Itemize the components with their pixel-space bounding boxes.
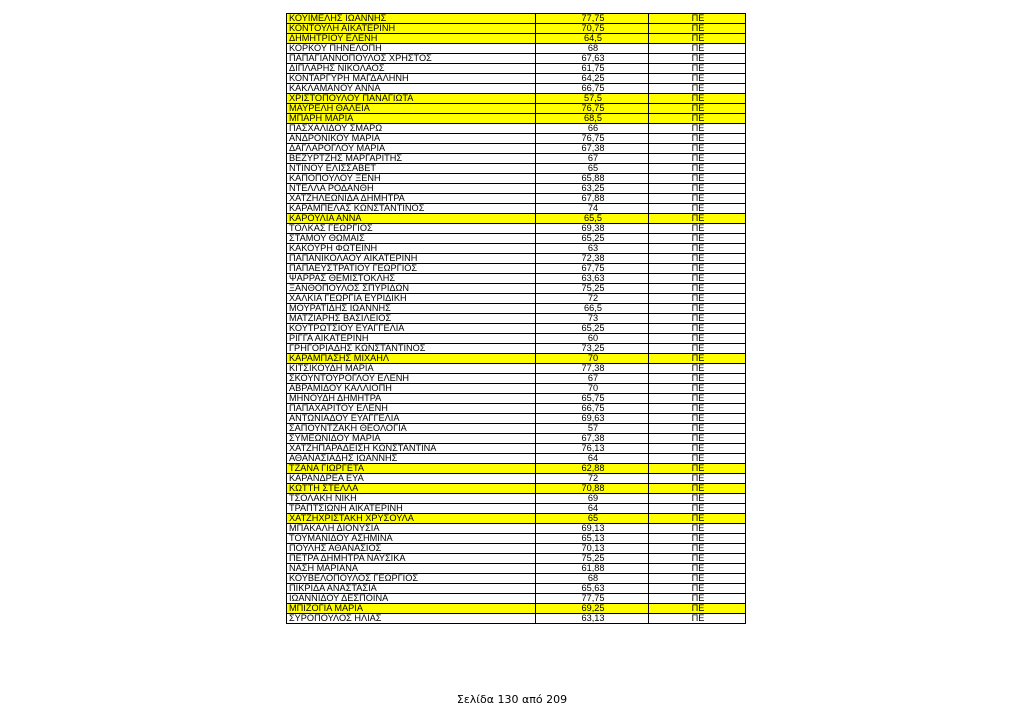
candidate-name-cell: ΡΙΓΓΑ ΑΙΚΑΤΕΡΙΝΗ xyxy=(287,334,536,344)
score-cell: 73 xyxy=(536,314,649,324)
category-cell: ΠΕ xyxy=(649,524,746,534)
table-row xyxy=(287,374,746,384)
table-row xyxy=(287,354,746,364)
score-cell: 57,5 xyxy=(536,94,649,104)
category-cell: ΠΕ xyxy=(649,34,746,44)
score-cell: 70 xyxy=(536,384,649,394)
score-cell: 73,25 xyxy=(536,344,649,354)
category-cell: ΠΕ xyxy=(649,254,746,264)
score-cell: 68 xyxy=(536,44,649,54)
score-cell: 68,5 xyxy=(536,114,649,124)
category-cell: ΠΕ xyxy=(649,564,746,574)
score-cell: 65,25 xyxy=(536,324,649,334)
score-cell: 72,38 xyxy=(536,254,649,264)
category-cell: ΠΕ xyxy=(649,154,746,164)
candidate-name-cell: ΜΟΥΡΑΤΙΔΗΣ ΙΩΑΝΝΗΣ xyxy=(287,304,536,314)
category-cell: ΠΕ xyxy=(649,284,746,294)
candidate-name-cell: ΚΙΤΣΙΚΟΥΔΗ ΜΑΡΙΑ xyxy=(287,364,536,374)
table-row xyxy=(287,74,746,84)
table-row xyxy=(287,284,746,294)
candidate-name-cell: ΣΥΜΕΩΝΙΔΟΥ ΜΑΡΙΑ xyxy=(287,434,536,444)
score-cell: 75,25 xyxy=(536,284,649,294)
candidate-name-cell: ΒΕΖΥΡΤΖΗΣ ΜΑΡΓΑΡΙΤΗΣ xyxy=(287,154,536,164)
score-cell: 67 xyxy=(536,154,649,164)
candidate-name-cell: ΚΟΥΤΡΩΤΣΙΟΥ ΕΥΑΓΓΕΛΙΑ xyxy=(287,324,536,334)
table-row xyxy=(287,414,746,424)
candidate-name-cell: ΚΩΤΤΗ ΣΤΕΛΛΑ xyxy=(287,484,536,494)
score-cell: 74 xyxy=(536,204,649,214)
candidate-name-cell: ΙΩΑΝΝΙΔΟΥ ΔΕΣΠΟΙΝΑ xyxy=(287,594,536,604)
score-cell: 70,88 xyxy=(536,484,649,494)
category-cell: ΠΕ xyxy=(649,144,746,154)
category-cell: ΠΕ xyxy=(649,604,746,614)
category-cell: ΠΕ xyxy=(649,64,746,74)
score-cell: 72 xyxy=(536,294,649,304)
candidate-name-cell: ΣΤΑΜΟΥ ΘΩΜΑΙΣ xyxy=(287,234,536,244)
candidate-name-cell: ΝΤΕΛΛΑ ΡΟΔΑΝΘΗ xyxy=(287,184,536,194)
candidate-name-cell: ΜΗΝΟΥΔΗ ΔΗΜΗΤΡΑ xyxy=(287,394,536,404)
score-cell: 65,63 xyxy=(536,584,649,594)
table-row xyxy=(287,184,746,194)
table-row xyxy=(287,304,746,314)
score-cell: 64,5 xyxy=(536,34,649,44)
table-row xyxy=(287,24,746,34)
score-cell: 69,38 xyxy=(536,224,649,234)
candidate-name-cell: ΜΠΑΡΗ ΜΑΡΙΑ xyxy=(287,114,536,124)
score-cell: 64 xyxy=(536,454,649,464)
score-cell: 65,13 xyxy=(536,534,649,544)
category-cell: ΠΕ xyxy=(649,614,746,624)
candidate-name-cell: ΠΑΠΑΕΥΣΤΡΑΤΙΟΥ ΓΕΩΡΓΙΟΣ xyxy=(287,264,536,274)
table-row xyxy=(287,274,746,284)
candidate-name-cell: ΚΑΡΑΝΔΡΕΑ ΕΥΑ xyxy=(287,474,536,484)
category-cell: ΠΕ xyxy=(649,164,746,174)
candidate-name-cell: ΔΙΠΛΑΡΗΣ ΝΙΚΟΛΑΟΣ xyxy=(287,64,536,74)
candidate-name-cell: ΠΙΚΡΙΔΑ ΑΝΑΣΤΑΣΙΑ xyxy=(287,584,536,594)
score-cell: 67,38 xyxy=(536,434,649,444)
table-row xyxy=(287,474,746,484)
candidate-name-cell: ΑΝΤΩΝΙΑΔΟΥ ΕΥΑΓΓΕΛΙΑ xyxy=(287,414,536,424)
category-cell: ΠΕ xyxy=(649,424,746,434)
candidate-name-cell: ΤΣΟΛΑΚΗ ΝΙΚΗ xyxy=(287,494,536,504)
table-row xyxy=(287,224,746,234)
table-row xyxy=(287,544,746,554)
table-row xyxy=(287,394,746,404)
candidate-name-cell: ΧΑΛΚΙΑ ΓΕΩΡΓΙΑ ΕΥΡΙΔΙΚΗ xyxy=(287,294,536,304)
table-row xyxy=(287,344,746,354)
table-row xyxy=(287,94,746,104)
candidate-name-cell: ΑΝΔΡΟΝΙΚΟΥ ΜΑΡΙΑ xyxy=(287,134,536,144)
candidate-name-cell: ΚΑΠΟΠΟΥΛΟΥ ΞΕΝΗ xyxy=(287,174,536,184)
table-row xyxy=(287,324,746,334)
category-cell: ΠΕ xyxy=(649,244,746,254)
category-cell: ΠΕ xyxy=(649,124,746,134)
candidate-name-cell: ΚΑΚΛΑΜΑΝΟΥ ΑΝΝΑ xyxy=(287,84,536,94)
score-cell: 63,25 xyxy=(536,184,649,194)
category-cell: ΠΕ xyxy=(649,44,746,54)
category-cell: ΠΕ xyxy=(649,114,746,124)
score-cell: 60 xyxy=(536,334,649,344)
candidate-name-cell: ΠΑΠΑΧΑΡΙΤΟΥ ΕΛΕΝΗ xyxy=(287,404,536,414)
table-row xyxy=(287,384,746,394)
table-row xyxy=(287,564,746,574)
score-cell: 67 xyxy=(536,374,649,384)
category-cell: ΠΕ xyxy=(649,474,746,484)
table-row xyxy=(287,64,746,74)
candidate-name-cell: ΣΥΡΟΠΟΥΛΟΣ ΗΛΙΑΣ xyxy=(287,614,536,624)
score-cell: 76,13 xyxy=(536,444,649,454)
table-row xyxy=(287,44,746,54)
score-cell: 65,88 xyxy=(536,174,649,184)
table-row xyxy=(287,134,746,144)
candidate-name-cell: ΤΡΑΠΤΣΙΩΝΗ ΑΙΚΑΤΕΡΙΝΗ xyxy=(287,504,536,514)
category-cell: ΠΕ xyxy=(649,574,746,584)
table-row xyxy=(287,464,746,474)
table-row xyxy=(287,154,746,164)
category-cell: ΠΕ xyxy=(649,324,746,334)
score-cell: 77,75 xyxy=(536,14,649,24)
table-row xyxy=(287,254,746,264)
category-cell: ΠΕ xyxy=(649,184,746,194)
score-cell: 75,25 xyxy=(536,554,649,564)
candidate-name-cell: ΠΑΣΧΑΛΙΔΟΥ ΣΜΑΡΩ xyxy=(287,124,536,134)
candidate-name-cell: ΠΑΠΑΝΙΚΟΛΑΟΥ ΑΙΚΑΤΕΡΙΝΗ xyxy=(287,254,536,264)
candidate-name-cell: ΜΠΙΖΟΓΙΑ ΜΑΡΙΑ xyxy=(287,604,536,614)
category-cell: ΠΕ xyxy=(649,384,746,394)
candidate-name-cell: ΜΠΑΚΑΛΗ ΔΙΟΝΥΣΙΑ xyxy=(287,524,536,534)
table-row xyxy=(287,484,746,494)
candidate-table xyxy=(286,13,746,624)
category-cell: ΠΕ xyxy=(649,494,746,504)
category-cell: ΠΕ xyxy=(649,394,746,404)
table-row xyxy=(287,514,746,524)
table-row xyxy=(287,334,746,344)
table-row xyxy=(287,124,746,134)
candidate-table-body xyxy=(287,14,746,624)
score-cell: 66,5 xyxy=(536,304,649,314)
score-cell: 77,75 xyxy=(536,594,649,604)
table-row xyxy=(287,364,746,374)
table-row xyxy=(287,54,746,64)
table-row xyxy=(287,534,746,544)
table-row xyxy=(287,584,746,594)
table-row xyxy=(287,294,746,304)
category-cell: ΠΕ xyxy=(649,14,746,24)
score-cell: 57 xyxy=(536,424,649,434)
table-row xyxy=(287,614,746,624)
category-cell: ΠΕ xyxy=(649,304,746,314)
category-cell: ΠΕ xyxy=(649,314,746,324)
category-cell: ΠΕ xyxy=(649,374,746,384)
category-cell: ΠΕ xyxy=(649,204,746,214)
category-cell: ΠΕ xyxy=(649,484,746,494)
score-cell: 67,75 xyxy=(536,264,649,274)
score-cell: 64,25 xyxy=(536,74,649,84)
score-cell: 65,75 xyxy=(536,394,649,404)
table-row xyxy=(287,494,746,504)
score-cell: 65,25 xyxy=(536,234,649,244)
table-row xyxy=(287,174,746,184)
table-row xyxy=(287,144,746,154)
table-row xyxy=(287,204,746,214)
page-number-footer: Σελίδα 130 από 209 xyxy=(456,693,568,706)
candidate-name-cell: ΤΟΥΜΑΝΙΔΟΥ ΑΣΗΜΙΝΑ xyxy=(287,534,536,544)
candidate-name-cell: ΚΟΥΙΜΕΛΗΣ ΙΩΑΝΝΗΣ xyxy=(287,14,536,24)
score-cell: 66 xyxy=(536,124,649,134)
score-cell: 66,75 xyxy=(536,404,649,414)
table-row xyxy=(287,604,746,614)
score-cell: 72 xyxy=(536,474,649,484)
candidate-name-cell: ΚΑΡΑΜΠΕΛΑΣ ΚΩΝΣΤΑΝΤΙΝΟΣ xyxy=(287,204,536,214)
candidate-name-cell: ΜΑΥΡΕΛΗ ΘΑΛΕΙΑ xyxy=(287,104,536,114)
score-cell: 70 xyxy=(536,354,649,364)
score-cell: 70,75 xyxy=(536,24,649,34)
category-cell: ΠΕ xyxy=(649,214,746,224)
table-row xyxy=(287,214,746,224)
table-row xyxy=(287,194,746,204)
table-row xyxy=(287,404,746,414)
category-cell: ΠΕ xyxy=(649,94,746,104)
score-cell: 69 xyxy=(536,494,649,504)
score-cell: 69,13 xyxy=(536,524,649,534)
category-cell: ΠΕ xyxy=(649,514,746,524)
table-row xyxy=(287,234,746,244)
category-cell: ΠΕ xyxy=(649,414,746,424)
candidate-name-cell: ΧΡΙΣΤΟΠΟΥΛΟΥ ΠΑΝΑΓΙΩΤΑ xyxy=(287,94,536,104)
category-cell: ΠΕ xyxy=(649,554,746,564)
candidate-name-cell: ΚΟΝΤΑΡΓΥΡΗ ΜΑΓΔΑΛΗΝΗ xyxy=(287,74,536,84)
category-cell: ΠΕ xyxy=(649,294,746,304)
table-row xyxy=(287,524,746,534)
candidate-name-cell: ΚΟΥΒΕΛΟΠΟΥΛΟΣ ΓΕΩΡΓΙΟΣ xyxy=(287,574,536,584)
candidate-name-cell: ΠΟΥΛΗΣ ΑΘΑΝΑΣΙΟΣ xyxy=(287,544,536,554)
category-cell: ΠΕ xyxy=(649,354,746,364)
candidate-name-cell: ΧΑΤΖΗΧΡΙΣΤΑΚΗ ΧΡΥΣΟΥΛΑ xyxy=(287,514,536,524)
score-cell: 67,38 xyxy=(536,144,649,154)
table-row xyxy=(287,34,746,44)
score-cell: 67,63 xyxy=(536,54,649,64)
category-cell: ΠΕ xyxy=(649,24,746,34)
candidate-name-cell: ΚΑΡΑΜΠΑΣΗΣ ΜΙΧΑΗΛ xyxy=(287,354,536,364)
category-cell: ΠΕ xyxy=(649,454,746,464)
table-row xyxy=(287,264,746,274)
category-cell: ΠΕ xyxy=(649,344,746,354)
category-cell: ΠΕ xyxy=(649,334,746,344)
candidate-name-cell: ΜΑΤΖΙΑΡΗΣ ΒΑΣΙΛΕΙΟΣ xyxy=(287,314,536,324)
score-cell: 70,13 xyxy=(536,544,649,554)
score-cell: 69,63 xyxy=(536,414,649,424)
score-cell: 76,75 xyxy=(536,104,649,114)
score-cell: 65,5 xyxy=(536,214,649,224)
table-row xyxy=(287,164,746,174)
table-row xyxy=(287,594,746,604)
table-row xyxy=(287,244,746,254)
score-cell: 76,75 xyxy=(536,134,649,144)
candidate-name-cell: ΤΟΛΚΑΣ ΓΕΩΡΓΙΟΣ xyxy=(287,224,536,234)
category-cell: ΠΕ xyxy=(649,594,746,604)
candidate-name-cell: ΝΑΣΗ ΜΑΡΙΑΝΑ xyxy=(287,564,536,574)
score-cell: 77,38 xyxy=(536,364,649,374)
score-cell: 61,88 xyxy=(536,564,649,574)
table-row xyxy=(287,114,746,124)
category-cell: ΠΕ xyxy=(649,504,746,514)
score-cell: 64 xyxy=(536,504,649,514)
table-row xyxy=(287,14,746,24)
category-cell: ΠΕ xyxy=(649,194,746,204)
table-row xyxy=(287,504,746,514)
score-cell: 61,75 xyxy=(536,64,649,74)
candidate-name-cell: ΝΤΙΝΟΥ ΕΛΙΣΣΑΒΕΤ xyxy=(287,164,536,174)
score-cell: 65 xyxy=(536,164,649,174)
category-cell: ΠΕ xyxy=(649,84,746,94)
candidate-name-cell: ΣΑΠΟΥΝΤΖΑΚΗ ΘΕΟΛΟΓΙΑ xyxy=(287,424,536,434)
score-cell: 68 xyxy=(536,574,649,584)
score-cell: 67,88 xyxy=(536,194,649,204)
candidate-name-cell: ΓΡΗΓΟΡΙΑΔΗΣ ΚΩΝΣΤΑΝΤΙΝΟΣ xyxy=(287,344,536,354)
score-cell: 66,75 xyxy=(536,84,649,94)
category-cell: ΠΕ xyxy=(649,104,746,114)
category-cell: ΠΕ xyxy=(649,434,746,444)
candidate-name-cell: ΣΚΟΥΝΤΟΥΡΟΓΛΟΥ ΕΛΕΝΗ xyxy=(287,374,536,384)
candidate-name-cell: ΔΗΜΗΤΡΙΟΥ ΕΛΕΝΗ xyxy=(287,34,536,44)
category-cell: ΠΕ xyxy=(649,134,746,144)
table-row xyxy=(287,444,746,454)
table-row xyxy=(287,84,746,94)
score-cell: 62,88 xyxy=(536,464,649,474)
category-cell: ΠΕ xyxy=(649,364,746,374)
candidate-name-cell: ΚΑΡΟΥΛΙΑ ΑΝΝΑ xyxy=(287,214,536,224)
candidate-name-cell: ΑΘΑΝΑΣΙΑΔΗΣ ΙΩΑΝΝΗΣ xyxy=(287,454,536,464)
table-row xyxy=(287,574,746,584)
table-row xyxy=(287,314,746,324)
category-cell: ΠΕ xyxy=(649,174,746,184)
table-row xyxy=(287,434,746,444)
candidate-name-cell: ΚΑΚΟΥΡΗ ΦΩΤΕΙΝΗ xyxy=(287,244,536,254)
table-row xyxy=(287,424,746,434)
score-cell: 69,25 xyxy=(536,604,649,614)
table-row xyxy=(287,104,746,114)
category-cell: ΠΕ xyxy=(649,74,746,84)
score-cell: 63,63 xyxy=(536,274,649,284)
category-cell: ΠΕ xyxy=(649,234,746,244)
candidate-name-cell: ΨΑΡΡΑΣ ΘΕΜΙΣΤΟΚΛΗΣ xyxy=(287,274,536,284)
category-cell: ΠΕ xyxy=(649,264,746,274)
candidate-name-cell: ΔΑΓΛΑΡΟΓΛΟΥ ΜΑΡΙΑ xyxy=(287,144,536,154)
candidate-name-cell: ΑΒΡΑΜΙΔΟΥ ΚΑΛΛΙΟΠΗ xyxy=(287,384,536,394)
table-row xyxy=(287,554,746,564)
candidate-name-cell: ΚΟΝΤΟΥΛΗ ΑΙΚΑΤΕΡΙΝΗ xyxy=(287,24,536,34)
category-cell: ΠΕ xyxy=(649,224,746,234)
category-cell: ΠΕ xyxy=(649,444,746,454)
candidate-name-cell: ΤΖΑΝΑ ΓΙΩΡΓΕΤΑ xyxy=(287,464,536,474)
category-cell: ΠΕ xyxy=(649,274,746,284)
score-cell: 65 xyxy=(536,514,649,524)
category-cell: ΠΕ xyxy=(649,544,746,554)
category-cell: ΠΕ xyxy=(649,404,746,414)
candidate-name-cell: ΠΑΠΑΓΙΑΝΝΟΠΟΥΛΟΣ ΧΡΗΣΤΟΣ xyxy=(287,54,536,64)
score-cell: 63,13 xyxy=(536,614,649,624)
candidate-name-cell: ΧΑΤΖΗΛΕΩΝΙΔΑ ΔΗΜΗΤΡΑ xyxy=(287,194,536,204)
candidate-name-cell: ΚΟΡΚΟΥ ΠΗΝΕΛΟΠΗ xyxy=(287,44,536,54)
table-row xyxy=(287,454,746,464)
candidate-name-cell: ΞΑΝΘΟΠΟΥΛΟΣ ΣΠΥΡΙΔΩΝ xyxy=(287,284,536,294)
candidate-name-cell: ΠΕΤΡΑ ΔΗΜΗΤΡΑ ΝΑΥΣΙΚΑ xyxy=(287,554,536,564)
score-cell: 63 xyxy=(536,244,649,254)
category-cell: ΠΕ xyxy=(649,54,746,64)
candidate-name-cell: ΧΑΤΖΗΠΑΡΑΔΕΙΣΗ ΚΩΝΣΤΑΝΤΙΝΑ xyxy=(287,444,536,454)
category-cell: ΠΕ xyxy=(649,584,746,594)
category-cell: ΠΕ xyxy=(649,464,746,474)
category-cell: ΠΕ xyxy=(649,534,746,544)
